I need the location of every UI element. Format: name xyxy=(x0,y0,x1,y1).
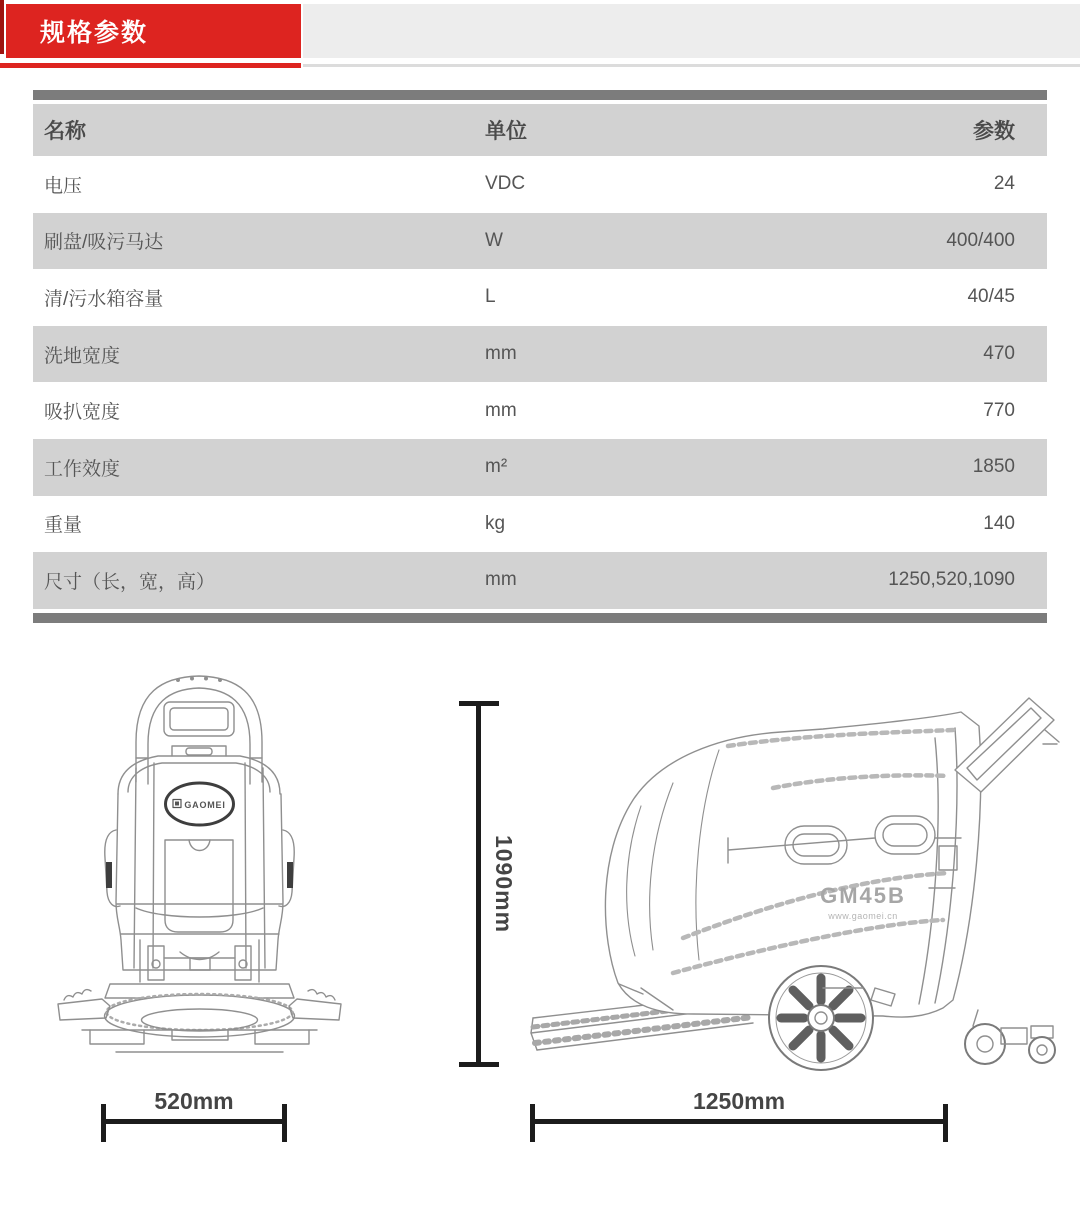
row-value: 470 xyxy=(983,343,1015,365)
model-label-text: GM45B xyxy=(820,883,906,908)
col-header-unit: 单位 xyxy=(485,120,527,143)
spec-table xyxy=(33,90,1047,623)
row-name: 电压 xyxy=(44,175,83,197)
row-value: 140 xyxy=(983,512,1015,534)
row-unit: VDC xyxy=(485,173,526,195)
row-value: 1250,520,1090 xyxy=(888,569,1015,591)
row-value: 40/45 xyxy=(967,286,1015,308)
dimension-line-vertical xyxy=(476,703,481,1065)
table-row xyxy=(33,439,1047,496)
row-unit: mm xyxy=(485,399,517,421)
row-name: 工作效度 xyxy=(44,458,121,480)
row-unit: mm xyxy=(485,569,517,591)
row-unit: W xyxy=(485,229,503,251)
col-header-name: 名称 xyxy=(44,120,86,143)
side-view-drawing xyxy=(523,688,1068,1088)
scrubber-side-view-illustration xyxy=(523,688,1068,1088)
row-name: 尺寸（长，宽，高） xyxy=(44,571,216,593)
row-name: 吸扒宽度 xyxy=(44,402,121,424)
table-header-row xyxy=(33,104,1047,156)
header-gray-strip xyxy=(303,4,1080,58)
row-unit: L xyxy=(485,286,496,308)
header-accent-stripe xyxy=(0,0,4,54)
front-view-drawing xyxy=(52,662,347,1080)
table-row xyxy=(33,326,1047,383)
row-unit: mm xyxy=(485,343,517,365)
row-unit: m² xyxy=(485,456,508,478)
row-value: 770 xyxy=(983,399,1015,421)
row-value: 400/400 xyxy=(946,229,1015,251)
width-dimension xyxy=(101,1088,287,1142)
header-underline-gray xyxy=(303,64,1080,67)
table-bottom-bar xyxy=(33,613,1047,623)
table-top-bar xyxy=(33,90,1047,100)
table-row xyxy=(33,382,1047,439)
section-title: 规格参数 xyxy=(40,19,149,47)
height-dimension-label: 1090mm xyxy=(491,834,517,934)
row-name: 洗地宽度 xyxy=(44,345,121,367)
table-row xyxy=(33,496,1047,553)
scrubber-front-view-illustration xyxy=(52,662,347,1080)
dimension-tick-bottom xyxy=(459,1062,499,1067)
row-value: 1850 xyxy=(972,456,1015,478)
table-row xyxy=(33,269,1047,326)
header-underline-red xyxy=(0,63,301,68)
table-row xyxy=(33,552,1047,609)
height-dimension xyxy=(459,701,517,1067)
col-header-value: 参数 xyxy=(973,120,1015,143)
row-name: 刷盘/吸污马达 xyxy=(44,232,164,254)
length-dimension xyxy=(530,1088,948,1142)
gaomei-logo-text: GAOMEI xyxy=(184,800,226,810)
website-label-text: www.gaomei.cn xyxy=(828,911,898,921)
dimension-line-horizontal xyxy=(532,1119,946,1124)
dimension-tick-right xyxy=(282,1104,287,1142)
dimension-line-horizontal xyxy=(103,1119,285,1124)
table-row xyxy=(33,156,1047,213)
row-name: 清/污水箱容量 xyxy=(44,288,164,310)
row-name: 重量 xyxy=(44,515,83,537)
row-unit: kg xyxy=(485,512,506,534)
section-title-box xyxy=(6,4,301,58)
table-row xyxy=(33,213,1047,270)
row-value: 24 xyxy=(993,173,1015,195)
width-dimension-label: 520mm xyxy=(154,1088,234,1114)
dimension-tick-right xyxy=(943,1104,948,1142)
length-dimension-label: 1250mm xyxy=(692,1088,786,1114)
